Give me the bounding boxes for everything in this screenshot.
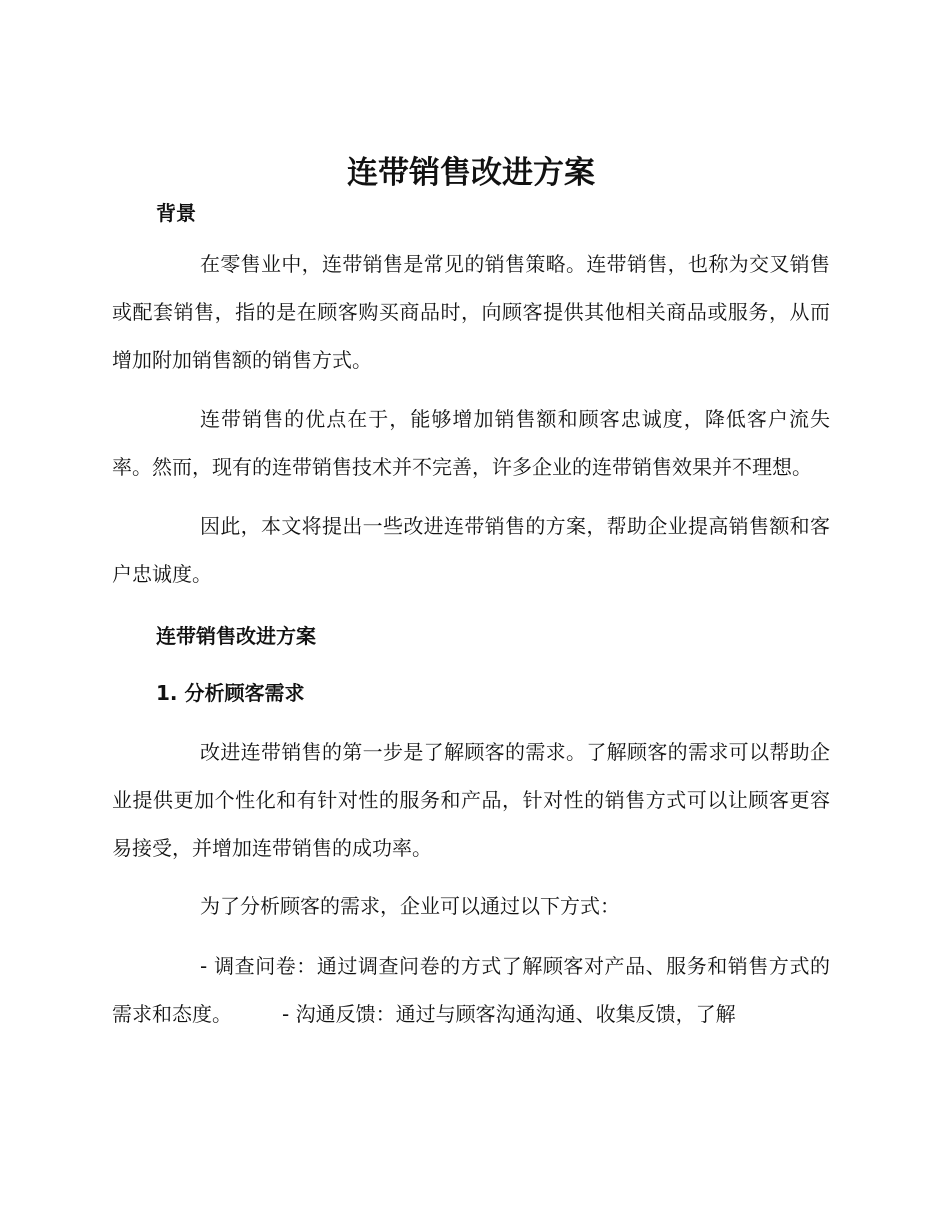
document-body — [112, 148, 830, 1038]
section-heading-background: 背景 — [156, 201, 196, 225]
document-title: 连带销售改进方案 — [347, 155, 595, 191]
paragraph-step1-3: - 调查问卷：通过调查问卷的方式了解顾客对产品、服务和销售方式的需求和态度。 - 沟通反馈：通过与顾客沟通沟通、收集反馈，了解 — [112, 954, 830, 1026]
paragraph-step1-2: 为了分析顾客的需求，企业可以通过以下方式： — [200, 894, 620, 918]
paragraph-background-1: 在零售业中，连带销售是常见的销售策略。连带销售，也称为交叉销售或配套销售，指的是在顾客购买商品时，向顾客提供其他相关商品或服务，从而增加附加销售额的销售方式。 — [112, 252, 830, 372]
paragraph-background-3: 因此，本文将提出一些改进连带销售的方案，帮助企业提高销售额和客户忠诚度。 — [112, 514, 830, 586]
paragraph-step1-1: 改进连带销售的第一步是了解顾客的需求。了解顾客的需求可以帮助企业提供更加个性化和有针对性的服务和产品，针对性的销售方式可以让顾客更容易接受，并增加连带销售的成功率。 — [112, 740, 830, 860]
section-heading-plan: 连带销售改进方案 — [156, 624, 316, 648]
paragraph-background-2: 连带销售的优点在于，能够增加销售额和顾客忠诚度，降低客户流失率。然而，现有的连带销售技术并不完善，许多企业的连带销售效果并不理想。 — [112, 407, 830, 479]
subheading-step-1: 1. 分析顾客需求 — [156, 681, 305, 705]
